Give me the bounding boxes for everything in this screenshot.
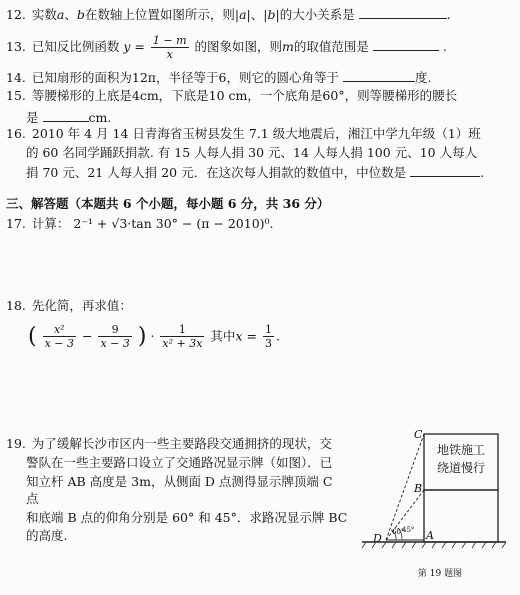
figure-19 — [356, 426, 512, 594]
denominator: x² + 3x — [162, 337, 203, 351]
question-text: 等腰梯形的上底是4cm，下底是10 cm，一个底角是60°，则等腰梯形的腰长 — [31, 88, 458, 103]
question-number: 15. — [6, 88, 26, 103]
numerator: 1 − m — [152, 34, 187, 47]
question-text: 2010 年 4 月 14 日青海省玉树县发生 7.1 级大地震后，湘江中学九年级（1）班 — [31, 126, 481, 141]
math-expression: 2⁻¹ + √3·tan 30° − (π − 2010)⁰. — [73, 216, 274, 231]
pole — [424, 490, 498, 542]
question-13 — [6, 34, 512, 61]
question-number: 14. — [6, 70, 26, 85]
question-text: 捐 70 元、21 人每人捐 20 元．在这次每人捐款的数值中，中位数是 — [26, 164, 407, 180]
question-14 — [6, 69, 512, 87]
question-text: 已知扇形的面积为12π，半径等于6，则它的圆心角等于 — [31, 70, 339, 85]
label-A: A — [426, 529, 434, 542]
fraction — [43, 323, 76, 350]
minus-sign: − — [81, 328, 93, 344]
question-text: 为了缓解长沙市区内一些主要路段交通拥挤的现状，交 — [31, 436, 332, 451]
period: . — [275, 328, 280, 344]
answer-blank[interactable] — [410, 164, 480, 177]
label-C: C — [414, 428, 423, 441]
numerator: 1 — [264, 323, 272, 337]
var-x: x — [235, 328, 243, 344]
label-D: D — [373, 532, 382, 545]
fraction — [151, 34, 189, 61]
var-a: a — [239, 7, 247, 22]
question-15 — [6, 88, 512, 127]
question-18-expression — [28, 322, 512, 352]
question-text: 其中 — [210, 328, 236, 344]
question-19 — [6, 436, 348, 545]
period: . — [446, 7, 451, 22]
unit-text: cm. — [88, 109, 112, 125]
section-heading — [6, 196, 512, 213]
question-number: 13. — [6, 39, 26, 54]
denominator: 3 — [264, 337, 272, 351]
question-18 — [6, 298, 512, 315]
var-b: b — [267, 7, 276, 22]
denominator: x — [166, 48, 173, 61]
question-text: |的大小关系是 — [275, 7, 355, 22]
question-number: 17. — [6, 216, 26, 231]
answer-blank[interactable] — [373, 38, 439, 51]
question-text: 的 60 名同学踊跃捐款. 有 15 人每人捐 30 元、14 人每人捐 100 元、10 人每人 — [26, 144, 478, 160]
question-text: 是 — [26, 109, 39, 125]
var-m: m — [282, 39, 294, 54]
question-text: 的图象如图，则 — [194, 39, 283, 54]
var-a: a — [56, 7, 65, 22]
numerator: 9 — [98, 323, 131, 337]
var-b: b — [76, 7, 85, 22]
question-number: 19. — [6, 436, 26, 451]
question-16 — [6, 126, 512, 182]
question-number: 16. — [6, 126, 26, 141]
right-paren: ) — [137, 324, 147, 349]
equals-sign: = — [242, 328, 257, 344]
question-text: 和底端 B 点的仰角分别是 60° 和 45°．求路况显示牌 BC — [26, 509, 348, 525]
fraction — [263, 323, 274, 350]
angle-label: 45° — [402, 526, 415, 534]
answer-blank[interactable] — [343, 69, 415, 82]
question-text: 先化简，再求值： — [31, 298, 132, 313]
fraction — [160, 323, 204, 350]
denominator: x − 3 — [100, 337, 130, 351]
question-number: 12. — [6, 7, 26, 22]
angle-label: 60° — [392, 528, 405, 536]
answer-blank[interactable] — [43, 109, 89, 122]
question-text: 的高度. — [26, 528, 68, 544]
left-paren: ( — [28, 324, 37, 349]
period: . — [480, 164, 485, 180]
question-text: 知立杆 AB 高度是 3m，从侧面 D 点测得显示牌顶端 C 点 — [26, 473, 333, 506]
var-y: y — [123, 39, 131, 54]
section-label: 三、解答题（本题共 6 个小题，每小题 6 分，共 36 分） — [6, 196, 330, 211]
fraction — [98, 323, 131, 350]
question-text: 计算： — [31, 216, 70, 231]
question-17 — [6, 216, 512, 233]
numerator: x² — [43, 323, 76, 337]
unit-text: 度. — [414, 70, 432, 85]
answer-blank[interactable] — [359, 6, 447, 19]
question-text: 警队在一些主要路口设立了交通路况显示牌（如图）．已 — [26, 454, 333, 470]
question-text: 已知反比例函数 — [31, 39, 120, 54]
question-text: 在数轴上位置如图所示，则| — [84, 7, 240, 22]
question-text: 实数 — [31, 7, 57, 22]
denominator: x − 3 — [44, 337, 74, 351]
dot-operator: · — [150, 328, 155, 344]
period: . — [442, 39, 447, 54]
question-number: 18. — [6, 298, 26, 313]
sign-text: 地铁施工 — [436, 443, 486, 457]
question-12 — [6, 6, 512, 24]
sign-text: 绕道慢行 — [436, 461, 486, 475]
numerator: 1 — [160, 323, 204, 337]
question-text: |、| — [246, 7, 268, 22]
equals-sign: = — [130, 39, 145, 54]
question-text: 的取值范围是 — [293, 39, 369, 54]
ground-hatching — [362, 542, 506, 548]
label-B: B — [414, 482, 423, 495]
figure-caption: 第 19 题图 — [417, 569, 463, 579]
separator: 、 — [64, 7, 77, 22]
